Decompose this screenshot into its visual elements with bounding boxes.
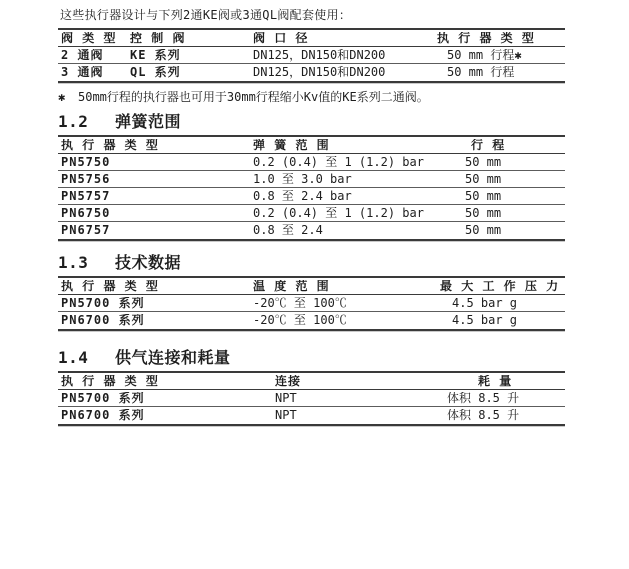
- cell-consumption: 体积 8.5 升: [447, 391, 520, 405]
- cell-actuator-type: 50 mm 行程✱: [447, 48, 522, 62]
- column-header-actuator-type: 执 行 器 类 型: [61, 138, 159, 152]
- cell-valve-size: DN125，DN150和DN200: [253, 48, 386, 62]
- table-row: [58, 47, 565, 64]
- column-header-temperature-range: 温 度 范 围: [253, 279, 330, 293]
- column-header-actuator-type: 执 行 器 类 型: [437, 31, 535, 45]
- column-header-valve-size: 阀 口 径: [253, 31, 309, 45]
- section-title: 技术数据: [115, 253, 182, 272]
- spring-range-table: [58, 135, 565, 241]
- page-content: [58, 9, 565, 426]
- cell-actuator-type: PN5700 系列: [61, 296, 145, 310]
- cell-actuator-type: PN6700 系列: [61, 314, 145, 327]
- table-row: [58, 205, 565, 222]
- cell-temperature-range: -20℃ 至 100℃: [253, 314, 347, 327]
- cell-consumption: 体积 8.5 升: [447, 409, 520, 422]
- column-header-max-working-pressure: 最 大 工 作 压 力: [440, 279, 560, 293]
- section-heading-air-supply: [58, 349, 565, 367]
- cell-temperature-range: -20℃ 至 100℃: [253, 296, 347, 310]
- cell-travel: 50 mm: [465, 224, 502, 237]
- cell-max-working-pressure: 4.5 bar g: [452, 296, 518, 310]
- cell-max-working-pressure: 4.5 bar g: [452, 314, 518, 327]
- cell-travel: 50 mm: [465, 206, 502, 220]
- cell-valve-type: 2 通阀: [61, 48, 104, 62]
- cell-travel: 50 mm: [465, 155, 502, 169]
- table-row: [58, 154, 565, 171]
- cell-valve-type: 3 通阀: [61, 66, 104, 79]
- cell-actuator-type: PN6757: [61, 224, 111, 237]
- column-header-actuator-type: 执 行 器 类 型: [61, 374, 159, 388]
- cell-control-valve: KE 系列: [130, 48, 181, 62]
- cell-spring-range: 0.2 (0.4) 至 1 (1.2) bar: [253, 155, 424, 169]
- section-number: 1.4: [58, 348, 89, 367]
- footnote-text: 50mm行程的执行器也可用于30mm行程缩小Kv值的KE系列二通阀。: [78, 90, 429, 104]
- column-header-spring-range: 弹 簧 范 围: [253, 138, 330, 152]
- section-number: 1.2: [58, 112, 89, 131]
- cell-travel: 50 mm: [465, 189, 502, 203]
- section-title: 弹簧范围: [115, 112, 182, 131]
- cell-actuator-type: PN5756: [61, 172, 111, 186]
- table-header-row: [58, 30, 565, 47]
- cell-control-valve: QL 系列: [130, 66, 181, 79]
- column-header-consumption: 耗 量: [478, 374, 513, 388]
- table-header-row: [58, 278, 565, 295]
- table-header-row: [58, 373, 565, 390]
- cell-spring-range: 0.8 至 2.4 bar: [253, 189, 352, 203]
- column-header-connection: 连接: [275, 374, 302, 388]
- column-header-travel: 行 程: [471, 138, 506, 152]
- footnote-asterisk-icon: ✱: [58, 90, 66, 104]
- section-title: 供气连接和耗量: [115, 348, 231, 367]
- cell-valve-size: DN125，DN150和DN200: [253, 66, 386, 79]
- cell-connection: NPT: [275, 391, 297, 405]
- cell-actuator-type: PN6750: [61, 206, 111, 220]
- technical-data-table: [58, 276, 565, 331]
- footnote: [58, 91, 565, 104]
- section-heading-technical-data: [58, 254, 565, 272]
- cell-actuator-type: PN5700 系列: [61, 391, 145, 405]
- cell-actuator-type: PN6700 系列: [61, 409, 145, 422]
- cell-actuator-type: PN5750: [61, 155, 111, 169]
- intro-text: 这些执行器设计与下列2通KE阀或3通QL阀配套使用：: [60, 8, 352, 22]
- column-header-actuator-type: 执 行 器 类 型: [61, 279, 159, 293]
- section-number: 1.3: [58, 253, 89, 272]
- cell-spring-range: 0.8 至 2.4: [253, 224, 323, 237]
- table-row: [58, 222, 565, 239]
- table-row: [58, 188, 565, 205]
- cell-actuator-type: 50 mm 行程: [447, 66, 515, 79]
- column-header-control-valve: 控 制 阀: [130, 31, 186, 45]
- cell-connection: NPT: [275, 409, 297, 422]
- table-row: [58, 390, 565, 407]
- section-heading-spring-range: [58, 113, 565, 131]
- cell-spring-range: 1.0 至 3.0 bar: [253, 172, 352, 186]
- air-supply-table: [58, 371, 565, 426]
- table-row: [58, 295, 565, 312]
- table-row: [58, 407, 565, 424]
- cell-travel: 50 mm: [465, 172, 502, 186]
- table-header-row: [58, 137, 565, 154]
- cell-spring-range: 0.2 (0.4) 至 1 (1.2) bar: [253, 206, 424, 220]
- table-row: [58, 64, 565, 81]
- table-row: [58, 312, 565, 329]
- table-row: [58, 171, 565, 188]
- valve-compatibility-table: [58, 28, 565, 83]
- cell-actuator-type: PN5757: [61, 189, 111, 203]
- column-header-valve-type: 阀 类 型: [61, 31, 117, 45]
